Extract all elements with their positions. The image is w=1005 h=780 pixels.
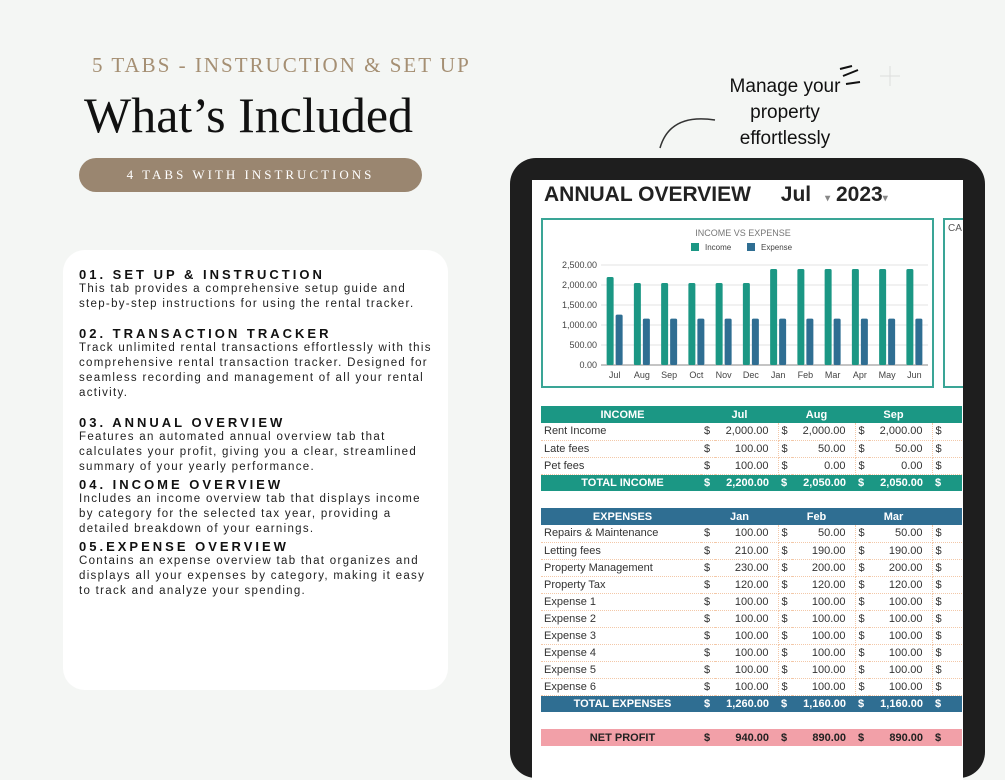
cell-value[interactable]: 200.00 xyxy=(792,559,855,576)
month-header: Aug xyxy=(778,406,855,423)
subtitle: 5 TABS - INSTRUCTION & SET UP xyxy=(92,53,471,77)
currency-symbol: $ xyxy=(855,457,869,474)
row-label: Expense 1 xyxy=(541,593,701,610)
bar-expense xyxy=(861,319,868,365)
sheet-title: ANNUAL OVERVIEW xyxy=(544,183,751,206)
currency-symbol: $ xyxy=(701,695,715,712)
y-tick-label: 0.00 xyxy=(579,360,597,370)
cell-value[interactable]: 100.00 xyxy=(715,457,778,474)
table-row xyxy=(541,576,962,593)
table-row xyxy=(541,440,962,457)
bar-expense xyxy=(806,319,813,365)
total-row xyxy=(541,474,962,491)
currency-symbol: $ xyxy=(932,644,962,661)
currency-symbol: $ xyxy=(701,610,715,627)
bar-income xyxy=(661,283,668,365)
currency-symbol: $ xyxy=(778,593,792,610)
total-value: 2,050.00 xyxy=(792,474,855,491)
bar-expense xyxy=(616,315,623,365)
currency-symbol: $ xyxy=(701,542,715,559)
month-header: Sep xyxy=(855,406,932,423)
section-text: Contains an expense overview tab that organizes and displays all your expenses by category, making it easy to track and analyze your spending. xyxy=(79,555,426,597)
currency-symbol: $ xyxy=(778,542,792,559)
cell-value[interactable]: 100.00 xyxy=(869,644,932,661)
currency-symbol: $ xyxy=(855,542,869,559)
spreadsheet-screen xyxy=(532,180,963,780)
cell-value[interactable]: 120.00 xyxy=(869,576,932,593)
month-header: Feb xyxy=(778,508,855,525)
currency-symbol: $ xyxy=(932,593,962,610)
cell-value[interactable]: 100.00 xyxy=(869,661,932,678)
currency-symbol: $ xyxy=(701,729,715,746)
total-value: 2,050.00 xyxy=(869,474,932,491)
month-header: Jul xyxy=(701,406,778,423)
table-row xyxy=(541,610,962,627)
cell-value[interactable]: 2,000.00 xyxy=(715,423,778,440)
table-row xyxy=(541,559,962,576)
currency-symbol: $ xyxy=(701,644,715,661)
row-label: Rent Income xyxy=(541,423,701,440)
total-value: 1,160.00 xyxy=(869,695,932,712)
currency-symbol: $ xyxy=(855,576,869,593)
cell-value[interactable]: 190.00 xyxy=(869,542,932,559)
cell-value[interactable]: 100.00 xyxy=(792,678,855,695)
currency-symbol: $ xyxy=(701,661,715,678)
net-value: 940.00 xyxy=(715,729,778,746)
arrow-doodle-icon xyxy=(655,108,725,153)
section-heading: 05.EXPENSE OVERVIEW xyxy=(79,539,289,554)
currency-symbol: $ xyxy=(932,440,962,457)
x-tick-label: Sep xyxy=(661,370,678,380)
cell-value[interactable]: 50.00 xyxy=(792,440,855,457)
cell-value[interactable]: 100.00 xyxy=(869,610,932,627)
cell-value[interactable]: 100.00 xyxy=(715,593,778,610)
currency-symbol: $ xyxy=(778,423,792,440)
cell-value[interactable]: 100.00 xyxy=(869,627,932,644)
currency-symbol: $ xyxy=(778,627,792,644)
section-heading: 02. TRANSACTION TRACKER xyxy=(79,326,332,341)
net-value: 890.00 xyxy=(869,729,932,746)
category-panel: CA xyxy=(943,218,963,388)
currency-symbol: $ xyxy=(855,559,869,576)
tabs-badge: 4 TABS WITH INSTRUCTIONS xyxy=(79,158,422,192)
row-label: Expense 2 xyxy=(541,610,701,627)
row-label: Late fees xyxy=(541,440,701,457)
sparkle-icon xyxy=(838,64,908,94)
chart-title: INCOME VS EXPENSE xyxy=(695,228,791,238)
section-heading: 03. ANNUAL OVERVIEW xyxy=(79,415,286,430)
total-value: 1,260.00 xyxy=(715,695,778,712)
bar-expense xyxy=(779,319,786,365)
total-value: 2,200.00 xyxy=(715,474,778,491)
currency-symbol: $ xyxy=(855,627,869,644)
currency-symbol: $ xyxy=(701,593,715,610)
currency-symbol: $ xyxy=(778,576,792,593)
legend-label: Expense xyxy=(761,243,793,252)
cell-value[interactable]: 50.00 xyxy=(869,440,932,457)
row-label: Expense 6 xyxy=(541,678,701,695)
currency-symbol: $ xyxy=(778,610,792,627)
currency-symbol: $ xyxy=(778,525,792,542)
bar-income xyxy=(607,277,614,365)
currency-symbol: $ xyxy=(855,610,869,627)
currency-symbol: $ xyxy=(932,729,962,746)
total-label: TOTAL INCOME xyxy=(541,474,701,491)
currency-symbol: $ xyxy=(932,423,962,440)
currency-symbol: $ xyxy=(778,644,792,661)
sections-card xyxy=(63,250,448,690)
currency-symbol: $ xyxy=(855,423,869,440)
cell-value[interactable]: 100.00 xyxy=(715,525,778,542)
row-label: Expense 5 xyxy=(541,661,701,678)
bar-income xyxy=(797,269,804,365)
row-label: Property Management xyxy=(541,559,701,576)
bar-expense xyxy=(725,319,732,365)
currency-symbol: $ xyxy=(855,661,869,678)
currency-symbol: $ xyxy=(932,627,962,644)
bar-income xyxy=(852,269,859,365)
cell-value[interactable]: 100.00 xyxy=(715,661,778,678)
income-expense-chart xyxy=(541,218,934,388)
cell-value[interactable]: 100.00 xyxy=(792,593,855,610)
cell-value[interactable]: 50.00 xyxy=(869,525,932,542)
cell-value[interactable]: 230.00 xyxy=(715,559,778,576)
cell-value[interactable]: 100.00 xyxy=(715,610,778,627)
page-title: What’s Included xyxy=(84,87,414,143)
cell-value[interactable]: 2,000.00 xyxy=(869,423,932,440)
row-label: Property Tax xyxy=(541,576,701,593)
cell-value[interactable]: 100.00 xyxy=(715,440,778,457)
cell-value[interactable]: 100.00 xyxy=(792,610,855,627)
section-heading: 04. INCOME OVERVIEW xyxy=(79,477,284,492)
currency-symbol: $ xyxy=(932,576,962,593)
x-tick-label: Nov xyxy=(715,370,732,380)
x-tick-label: Oct xyxy=(689,370,704,380)
year-select[interactable]: 2023▾ xyxy=(835,183,888,206)
currency-symbol: $ xyxy=(932,525,962,542)
net-profit-table xyxy=(541,729,962,746)
bar-expense xyxy=(670,319,677,365)
currency-symbol: $ xyxy=(932,661,962,678)
cell-value[interactable]: 0.00 xyxy=(869,457,932,474)
section-text: Features an automated annual overview tab that calculates your profit, giving you a clear, streamlined summary of your yearly performance. xyxy=(79,431,418,473)
table-header: EXPENSES xyxy=(541,508,701,525)
x-tick-label: Mar xyxy=(824,370,841,380)
cell-value[interactable]: 100.00 xyxy=(715,644,778,661)
bar-expense xyxy=(915,319,922,365)
currency-symbol: $ xyxy=(855,678,869,695)
currency-symbol: $ xyxy=(932,678,962,695)
cell-value[interactable]: 100.00 xyxy=(869,593,932,610)
currency-symbol: $ xyxy=(701,457,715,474)
x-tick-label: Dec xyxy=(742,370,759,380)
section-text: Includes an income overview tab that displays income by category for the selected tax year, providing a detailed breakdown of your earnings. xyxy=(79,493,421,535)
x-tick-label: Feb xyxy=(797,370,814,380)
legend-swatch xyxy=(691,243,699,251)
currency-symbol: $ xyxy=(932,559,962,576)
cell-value[interactable]: 120.00 xyxy=(792,576,855,593)
x-tick-label: Aug xyxy=(633,370,650,380)
currency-symbol: $ xyxy=(701,627,715,644)
section-heading: 01. SET UP & INSTRUCTION xyxy=(79,267,325,282)
cell-value[interactable]: 50.00 xyxy=(792,525,855,542)
cell-value[interactable]: 100.00 xyxy=(715,627,778,644)
currency-symbol: $ xyxy=(778,457,792,474)
cell-value[interactable]: 100.00 xyxy=(792,627,855,644)
bar-expense xyxy=(888,319,895,365)
cell-value[interactable]: 0.00 xyxy=(792,457,855,474)
expenses-table xyxy=(541,508,962,712)
section-text: Track unlimited rental transactions effortlessly with this comprehensive rental transaction tracker. Designed for seamless recording and management of all your rental activity. xyxy=(79,342,432,399)
sheet-header xyxy=(544,183,888,207)
currency-symbol: $ xyxy=(778,440,792,457)
income-table xyxy=(541,406,962,491)
total-label: TOTAL EXPENSES xyxy=(541,695,701,712)
x-tick-label: May xyxy=(878,370,896,380)
currency-symbol: $ xyxy=(855,440,869,457)
cell-value[interactable]: 120.00 xyxy=(715,576,778,593)
currency-symbol: $ xyxy=(701,678,715,695)
bar-income xyxy=(825,269,832,365)
currency-symbol: $ xyxy=(701,525,715,542)
bar-income xyxy=(906,269,913,365)
table-header: INCOME xyxy=(541,406,701,423)
total-row xyxy=(541,695,962,712)
cell-value[interactable]: 190.00 xyxy=(792,542,855,559)
tagline-note: Manage your property effortlessly xyxy=(729,76,841,149)
cell-value[interactable]: 100.00 xyxy=(792,644,855,661)
net-label: NET PROFIT xyxy=(541,729,701,746)
bar-income xyxy=(716,283,723,365)
x-tick-label: Jul xyxy=(608,370,621,380)
month-header: Jan xyxy=(701,508,778,525)
section-text: This tab provides a comprehensive setup guide and step-by-step instructions for using the rental tracker. xyxy=(79,283,415,310)
currency-symbol: $ xyxy=(855,593,869,610)
bar-expense xyxy=(697,319,704,365)
currency-symbol: $ xyxy=(701,440,715,457)
legend-swatch xyxy=(747,243,755,251)
bar-income xyxy=(770,269,777,365)
table-row xyxy=(541,644,962,661)
currency-symbol: $ xyxy=(932,474,962,491)
row-label: Repairs & Maintenance xyxy=(541,525,701,542)
y-tick-label: 2,500.00 xyxy=(561,260,597,270)
x-tick-label: Jan xyxy=(770,370,786,380)
currency-symbol: $ xyxy=(855,729,869,746)
month-select[interactable]: Jul ▾ xyxy=(780,183,831,206)
cell-value[interactable]: 100.00 xyxy=(715,678,778,695)
table-row xyxy=(541,423,962,440)
currency-symbol: $ xyxy=(855,695,869,712)
table-row xyxy=(541,542,962,559)
bar-income xyxy=(743,283,750,365)
table-row xyxy=(541,593,962,610)
table-row xyxy=(541,457,962,474)
bar-expense xyxy=(752,319,759,365)
month-header: Mar xyxy=(855,508,932,525)
currency-symbol: $ xyxy=(701,559,715,576)
legend-label: Income xyxy=(705,243,732,252)
table-row xyxy=(541,627,962,644)
x-tick-label: Jun xyxy=(907,370,922,380)
bar-income xyxy=(634,283,641,365)
bar-income xyxy=(879,269,886,365)
currency-symbol: $ xyxy=(778,559,792,576)
row-label: Letting fees xyxy=(541,542,701,559)
currency-symbol: $ xyxy=(778,661,792,678)
row-label: Expense 3 xyxy=(541,627,701,644)
currency-symbol: $ xyxy=(701,423,715,440)
currency-symbol: $ xyxy=(778,729,792,746)
table-row xyxy=(541,525,962,542)
total-value: 1,160.00 xyxy=(792,695,855,712)
row-label: Pet fees xyxy=(541,457,701,474)
row-label: Expense 4 xyxy=(541,644,701,661)
x-tick-label: Apr xyxy=(852,370,867,380)
net-profit-row xyxy=(541,729,962,746)
table-row xyxy=(541,661,962,678)
currency-symbol: $ xyxy=(932,610,962,627)
currency-symbol: $ xyxy=(778,695,792,712)
currency-symbol: $ xyxy=(932,542,962,559)
table-row xyxy=(541,678,962,695)
currency-symbol: $ xyxy=(778,474,792,491)
bar-expense xyxy=(643,319,650,365)
currency-symbol: $ xyxy=(855,474,869,491)
y-tick-label: 2,000.00 xyxy=(561,280,597,290)
cell-value[interactable]: 2,000.00 xyxy=(792,423,855,440)
currency-symbol: $ xyxy=(932,457,962,474)
currency-symbol: $ xyxy=(855,525,869,542)
net-value: 890.00 xyxy=(792,729,855,746)
y-tick-label: 1,000.00 xyxy=(561,320,597,330)
y-tick-label: 1,500.00 xyxy=(561,300,597,310)
currency-symbol: $ xyxy=(778,678,792,695)
currency-symbol: $ xyxy=(855,644,869,661)
cell-value[interactable]: 210.00 xyxy=(715,542,778,559)
y-tick-label: 500.00 xyxy=(569,340,597,350)
currency-symbol: $ xyxy=(701,474,715,491)
bar-income xyxy=(688,283,695,365)
cell-value[interactable]: 100.00 xyxy=(792,661,855,678)
cell-value[interactable]: 100.00 xyxy=(869,678,932,695)
bar-expense xyxy=(834,319,841,365)
currency-symbol: $ xyxy=(701,576,715,593)
currency-symbol: $ xyxy=(932,695,962,712)
cell-value[interactable]: 200.00 xyxy=(869,559,932,576)
